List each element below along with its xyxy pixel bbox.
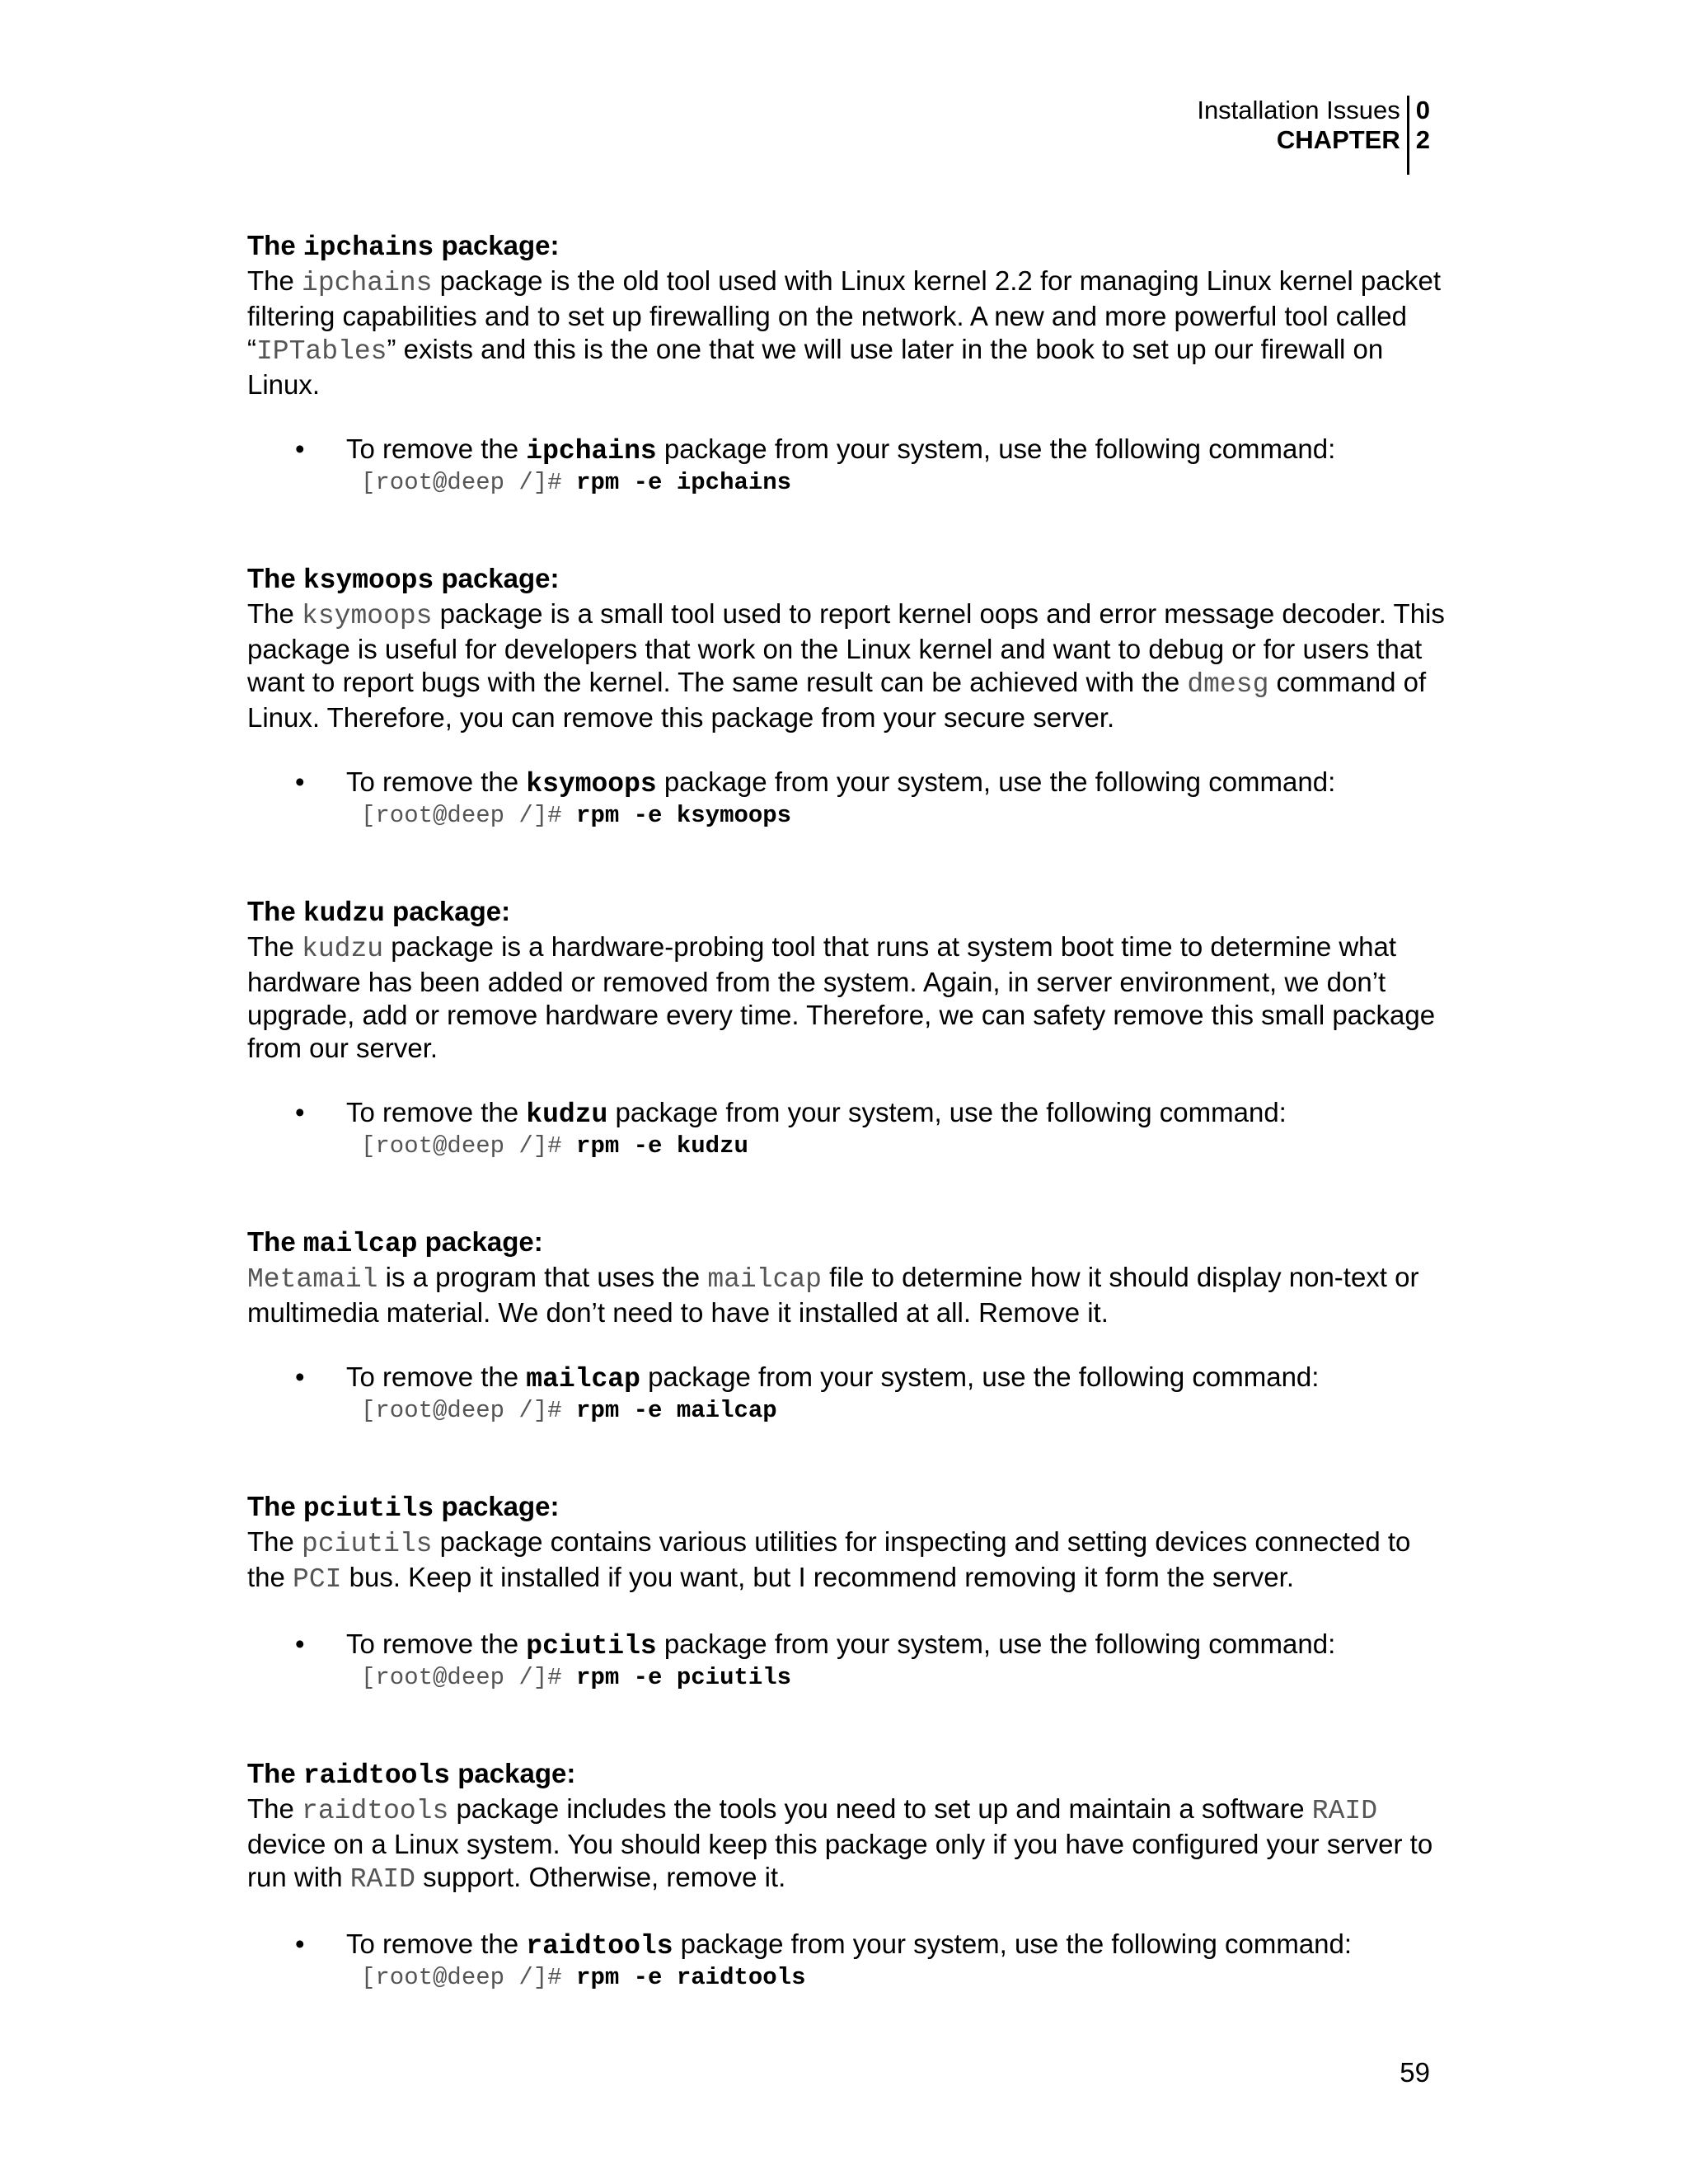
heading-package-name: ksymoops [302,565,434,596]
paragraph-text: The [247,931,302,962]
heading-prefix: The [247,896,303,926]
shell-prompt: [root@deep /]# [361,1132,577,1160]
paragraph-text: support. Otherwise, remove it. [415,1862,786,1892]
inline-code: pciutils [302,1529,433,1559]
bullet-package-name: raidtools [526,1931,673,1961]
bullet-prefix: To remove the [346,434,527,464]
inline-code: PCI [293,1564,342,1595]
bullet-dot: • [295,1629,305,1659]
shell-command: rpm -e kudzu [576,1132,748,1160]
bullet-package-name: mailcap [526,1364,640,1394]
bullet-dot: • [295,1361,305,1392]
package-section-ksymoops [247,562,1451,831]
heading-suffix: package: [434,1491,560,1521]
inline-code: RAID [349,1864,415,1895]
section-paragraph [247,265,1451,401]
inline-code: ipchains [302,268,433,298]
chapter-number-digit-2: 2 [1415,125,1430,154]
paragraph-text: command of Linux. Therefore, you can remove this package from your secure server. [247,667,1427,733]
chapter-label: CHAPTER [1276,125,1400,154]
paragraph-text: package includes the tools you need to set up and maintain a software [448,1793,1312,1824]
heading-package-name: kudzu [302,898,385,929]
heading-suffix: package: [417,1226,543,1257]
running-header-labels [1197,96,1406,155]
shell-command: rpm -e ipchains [576,469,792,496]
bullet-dot: • [295,434,305,464]
heading-prefix: The [247,230,303,260]
document-body [247,229,1451,1993]
heading-suffix: package: [450,1758,576,1788]
command-line [361,1963,1451,1993]
instruction-bullet [247,1928,1451,1963]
inline-code: Metamail [247,1264,378,1295]
inline-code: mailcap [707,1264,822,1295]
bullet-package-name: pciutils [526,1631,657,1661]
instruction-bullet [247,1628,1451,1663]
paragraph-text: The [247,598,302,629]
paragraph-text: package is a small tool used to report kernel oops and error message decoder. This package is useful for developers that work on the Linux kernel and want to debug or for users that want to report bugs with the kernel. The same result can be achieved with the [247,598,1445,697]
command-line [361,1663,1451,1693]
paragraph-text: The [247,265,302,296]
shell-prompt: [root@deep /]# [361,469,577,496]
bullet-prefix: To remove the [346,766,527,797]
chapter-number-digit-1: 0 [1415,96,1430,124]
chapter-number [1409,96,1430,155]
bullet-suffix: package from your system, use the following command: [640,1361,1320,1392]
command-line [361,1132,1451,1161]
section-heading [247,229,1451,265]
section-heading [247,895,1451,930]
bullet-package-name: ipchains [526,436,657,466]
shell-prompt: [root@deep /]# [361,1964,577,1991]
instruction-bullet [247,433,1451,468]
bullet-suffix: package from your system, use the following command: [673,1929,1353,1959]
shell-command: rpm -e raidtools [576,1964,806,1991]
heading-package-name: ipchains [302,232,434,263]
inline-code: ksymoops [302,601,433,631]
command-line [361,1396,1451,1426]
bullet-package-name: ksymoops [526,769,657,799]
shell-prompt: [root@deep /]# [361,1397,577,1424]
section-heading [247,1490,1451,1526]
inline-code: kudzu [302,934,384,964]
command-line [361,801,1451,831]
page-number: 59 [1400,2057,1430,2088]
heading-suffix: package: [434,230,560,260]
heading-prefix: The [247,1758,303,1788]
heading-prefix: The [247,1491,303,1521]
bullet-suffix: package from your system, use the following command: [656,1629,1336,1659]
paragraph-text: file to determine how it should display non-text or multimedia material. We don’t need to have it installed at all. Remove it. [247,1262,1419,1328]
section-heading [247,1226,1451,1261]
bullet-suffix: package from your system, use the following command: [656,434,1336,464]
section-paragraph [247,930,1451,1065]
bullet-suffix: package from your system, use the following command: [656,766,1336,797]
paragraph-text: package is the old tool used with Linux kernel 2.2 for managing Linux kernel packet filtering capabilities and to set up firewalling on the network. A new and more powerful tool called “ [247,265,1442,364]
bullet-suffix: package from your system, use the following command: [607,1097,1287,1127]
section-paragraph [247,598,1451,734]
shell-command: rpm -e pciutils [576,1664,792,1691]
package-section-raidtools [247,1757,1451,1993]
heading-package-name: raidtools [302,1760,451,1791]
section-paragraph [247,1793,1451,1896]
heading-package-name: pciutils [302,1493,434,1524]
package-section-kudzu [247,895,1451,1161]
inline-code: RAID [1311,1796,1378,1826]
bullet-dot: • [295,766,305,797]
paragraph-text: bus. Keep it installed if you want, but I recommend removing it form the server. [341,1562,1295,1592]
paragraph-text: package is a hardware-probing tool that runs at system boot time to determine what hardware has been added or removed from the system. Again, in server environment, we don’t upgrade, add or remove hardware every time. Therefore, we can safety remove this small package from our server. [247,931,1436,1063]
shell-command: rpm -e ksymoops [576,802,792,829]
bullet-package-name: kudzu [526,1099,608,1130]
running-header [1197,96,1430,175]
paragraph-text: The [247,1526,302,1557]
heading-suffix: package: [384,896,511,926]
heading-prefix: The [247,563,303,593]
running-header-title: Installation Issues [1197,96,1400,124]
inline-code: dmesg [1187,669,1269,700]
inline-code: raidtools [302,1796,449,1826]
bullet-dot: • [295,1097,305,1127]
paragraph-text: device on a Linux system. You should keep this package only if you have configured your server to run with [247,1829,1433,1892]
heading-prefix: The [247,1226,303,1257]
package-section-ipchains [247,229,1451,498]
shell-command: rpm -e mailcap [576,1397,777,1424]
section-paragraph [247,1261,1451,1329]
heading-package-name: mailcap [302,1229,418,1259]
heading-suffix: package: [434,563,560,593]
bullet-prefix: To remove the [346,1097,527,1127]
bullet-dot: • [295,1929,305,1959]
instruction-bullet [247,1361,1451,1396]
section-heading [247,1757,1451,1793]
paragraph-text: The [247,1793,302,1824]
instruction-bullet [247,766,1451,801]
paragraph-text: ” exists and this is the one that we will use later in the book to set up our firewall on Linux. [247,334,1384,400]
shell-prompt: [root@deep /]# [361,1664,577,1691]
shell-prompt: [root@deep /]# [361,802,577,829]
command-line [361,468,1451,498]
section-heading [247,562,1451,598]
instruction-bullet [247,1096,1451,1132]
paragraph-text: is a program that uses the [377,1262,708,1292]
section-paragraph [247,1526,1451,1596]
package-section-mailcap [247,1226,1451,1426]
inline-code: IPTables [256,336,387,367]
bullet-prefix: To remove the [346,1629,527,1659]
bullet-prefix: To remove the [346,1361,527,1392]
paragraph-text: package contains various utilities for inspecting and setting devices connected to the [247,1526,1411,1592]
bullet-prefix: To remove the [346,1929,527,1959]
package-section-pciutils [247,1490,1451,1693]
